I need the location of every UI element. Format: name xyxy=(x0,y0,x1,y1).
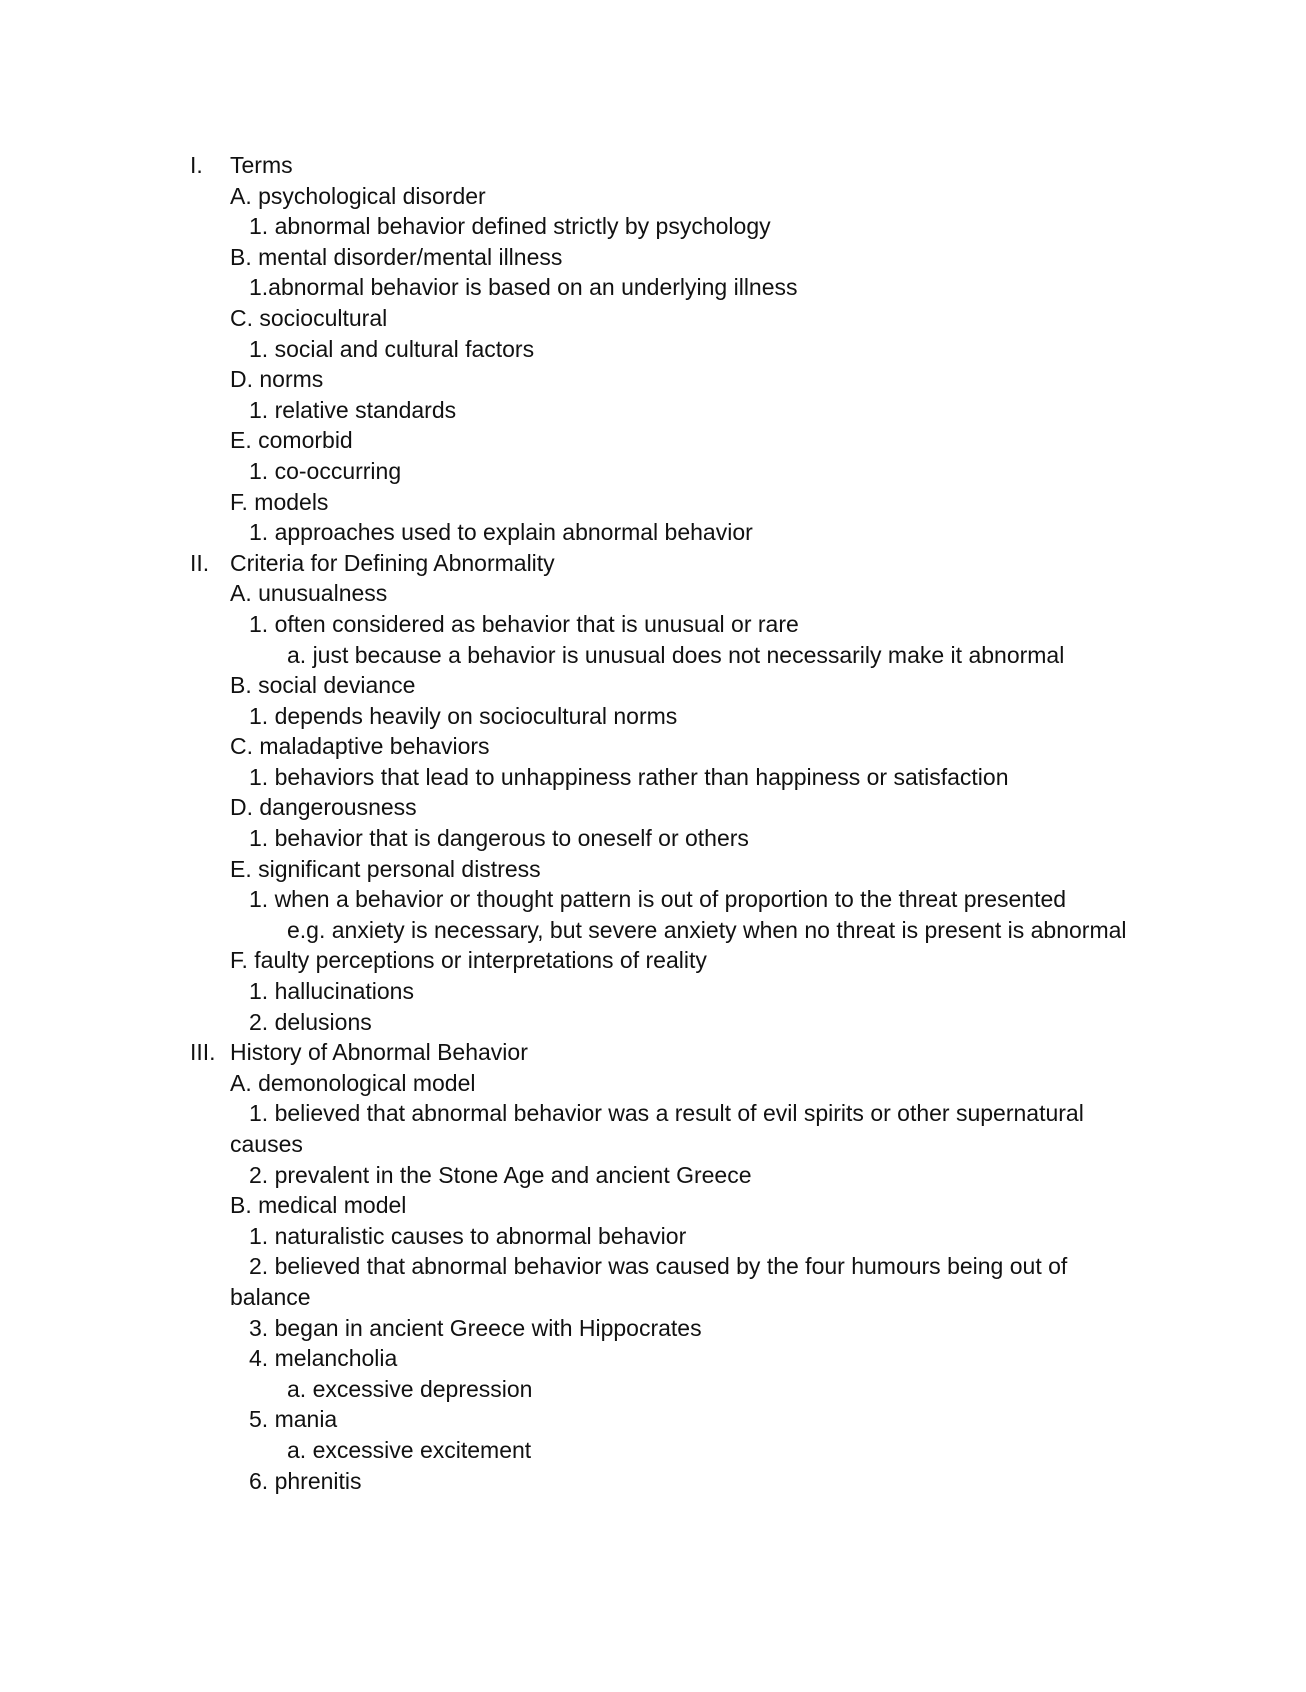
outline-item xyxy=(0,884,1306,915)
outline-item xyxy=(0,272,1306,303)
outline-text: 3. began in ancient Greece with Hippocrates xyxy=(249,1314,702,1341)
outline-text: a. excessive excitement xyxy=(287,1436,532,1463)
outline-text: F. models xyxy=(230,488,329,515)
outline-text: 1. behaviors that lead to unhappiness rather than happiness or satisfaction xyxy=(249,763,1009,790)
outline-item xyxy=(0,303,1306,334)
outline-heading xyxy=(0,150,1306,181)
outline-text: C. sociocultural xyxy=(230,304,388,331)
outline-text: C. maladaptive behaviors xyxy=(230,733,490,760)
outline-item xyxy=(0,517,1306,548)
outline-item xyxy=(0,640,1306,671)
outline-item xyxy=(0,242,1306,273)
outline-text: A. psychological disorder xyxy=(230,182,486,209)
outline-item xyxy=(0,1129,1306,1160)
outline-item xyxy=(0,1098,1306,1129)
outline-text: balance xyxy=(230,1283,311,1310)
outline-text: 1. abnormal behavior defined strictly by psychology xyxy=(249,213,771,240)
outline-item xyxy=(0,1007,1306,1038)
outline-item xyxy=(0,609,1306,640)
outline-item xyxy=(0,1068,1306,1099)
outline-item xyxy=(0,701,1306,732)
outline-item xyxy=(0,976,1306,1007)
outline-text: F. faulty perceptions or interpretations of reality xyxy=(230,947,707,974)
outline-text: 1. approaches used to explain abnormal behavior xyxy=(249,519,753,546)
outline-text: 6. phrenitis xyxy=(249,1467,362,1494)
outline-item xyxy=(0,1374,1306,1405)
outline-text: Criteria for Defining Abnormality xyxy=(230,549,555,576)
outline-text: 4. melancholia xyxy=(249,1345,398,1372)
outline-item xyxy=(0,334,1306,365)
outline xyxy=(0,150,1306,1496)
outline-item xyxy=(0,456,1306,487)
outline-item xyxy=(0,1466,1306,1497)
roman-numeral: III. xyxy=(190,1039,216,1066)
outline-text: 1. often considered as behavior that is unusual or rare xyxy=(249,610,799,637)
outline-item xyxy=(0,1313,1306,1344)
outline-item xyxy=(0,762,1306,793)
outline-item xyxy=(0,854,1306,885)
outline-text: 2. prevalent in the Stone Age and ancient Greece xyxy=(249,1161,752,1188)
outline-text: 1. depends heavily on sociocultural norms xyxy=(249,702,678,729)
outline-text: History of Abnormal Behavior xyxy=(230,1039,528,1066)
outline-text: 2. believed that abnormal behavior was caused by the four humours being out of xyxy=(249,1253,1068,1280)
roman-numeral: I. xyxy=(190,152,203,178)
outline-text: B. social deviance xyxy=(230,672,416,699)
outline-item xyxy=(0,487,1306,518)
outline-text: 2. delusions xyxy=(249,1008,372,1035)
outline-text: D. dangerousness xyxy=(230,794,417,821)
outline-text: A. unusualness xyxy=(230,580,388,607)
outline-text: B. medical model xyxy=(230,1192,407,1219)
outline-item xyxy=(0,1221,1306,1252)
outline-item xyxy=(0,1343,1306,1374)
outline-item xyxy=(0,731,1306,762)
outline-item xyxy=(0,915,1306,946)
outline-text: 1.abnormal behavior is based on an underlying illness xyxy=(249,274,798,301)
outline-text: 1. behavior that is dangerous to oneself or others xyxy=(249,825,749,852)
outline-text: A. demonological model xyxy=(230,1069,476,1096)
outline-text: B. mental disorder/mental illness xyxy=(230,243,563,270)
outline-text: 5. mania xyxy=(249,1406,338,1433)
outline-text: causes xyxy=(230,1131,303,1157)
outline-item xyxy=(0,364,1306,395)
outline-item xyxy=(0,578,1306,609)
outline-text: Terms xyxy=(230,152,293,178)
outline-text: E. significant personal distress xyxy=(230,855,541,882)
outline-text: e.g. anxiety is necessary, but severe anxiety when no threat is present is abnormal xyxy=(287,916,1127,943)
outline-item xyxy=(0,1251,1306,1282)
outline-text: 1. hallucinations xyxy=(249,978,414,1005)
outline-text: 1. naturalistic causes to abnormal behavior xyxy=(249,1222,687,1249)
outline-text: a. excessive depression xyxy=(287,1375,533,1402)
outline-text: 1. believed that abnormal behavior was a result of evil spirits or other supernatural xyxy=(249,1100,1084,1127)
outline-text: D. norms xyxy=(230,366,324,393)
outline-item xyxy=(0,181,1306,212)
outline-text: 1. social and cultural factors xyxy=(249,335,535,362)
outline-item xyxy=(0,1435,1306,1466)
outline-item xyxy=(0,395,1306,426)
outline-item xyxy=(0,1190,1306,1221)
outline-text: 1. when a behavior or thought pattern is out of proportion to the threat presented xyxy=(249,886,1067,913)
roman-numeral: II. xyxy=(190,549,210,576)
outline-heading xyxy=(0,1037,1306,1068)
outline-item xyxy=(0,425,1306,456)
outline-heading xyxy=(0,548,1306,579)
outline-item xyxy=(0,1282,1306,1313)
outline-item xyxy=(0,823,1306,854)
outline-item xyxy=(0,1404,1306,1435)
outline-item xyxy=(0,670,1306,701)
outline-item xyxy=(0,1160,1306,1191)
outline-item xyxy=(0,945,1306,976)
outline-text: E. comorbid xyxy=(230,427,353,454)
outline-item xyxy=(0,211,1306,242)
outline-text: a. just because a behavior is unusual does not necessarily make it abnormal xyxy=(287,641,1065,668)
outline-item xyxy=(0,792,1306,823)
outline-text: 1. relative standards xyxy=(249,396,457,423)
outline-text: 1. co-occurring xyxy=(249,457,402,484)
